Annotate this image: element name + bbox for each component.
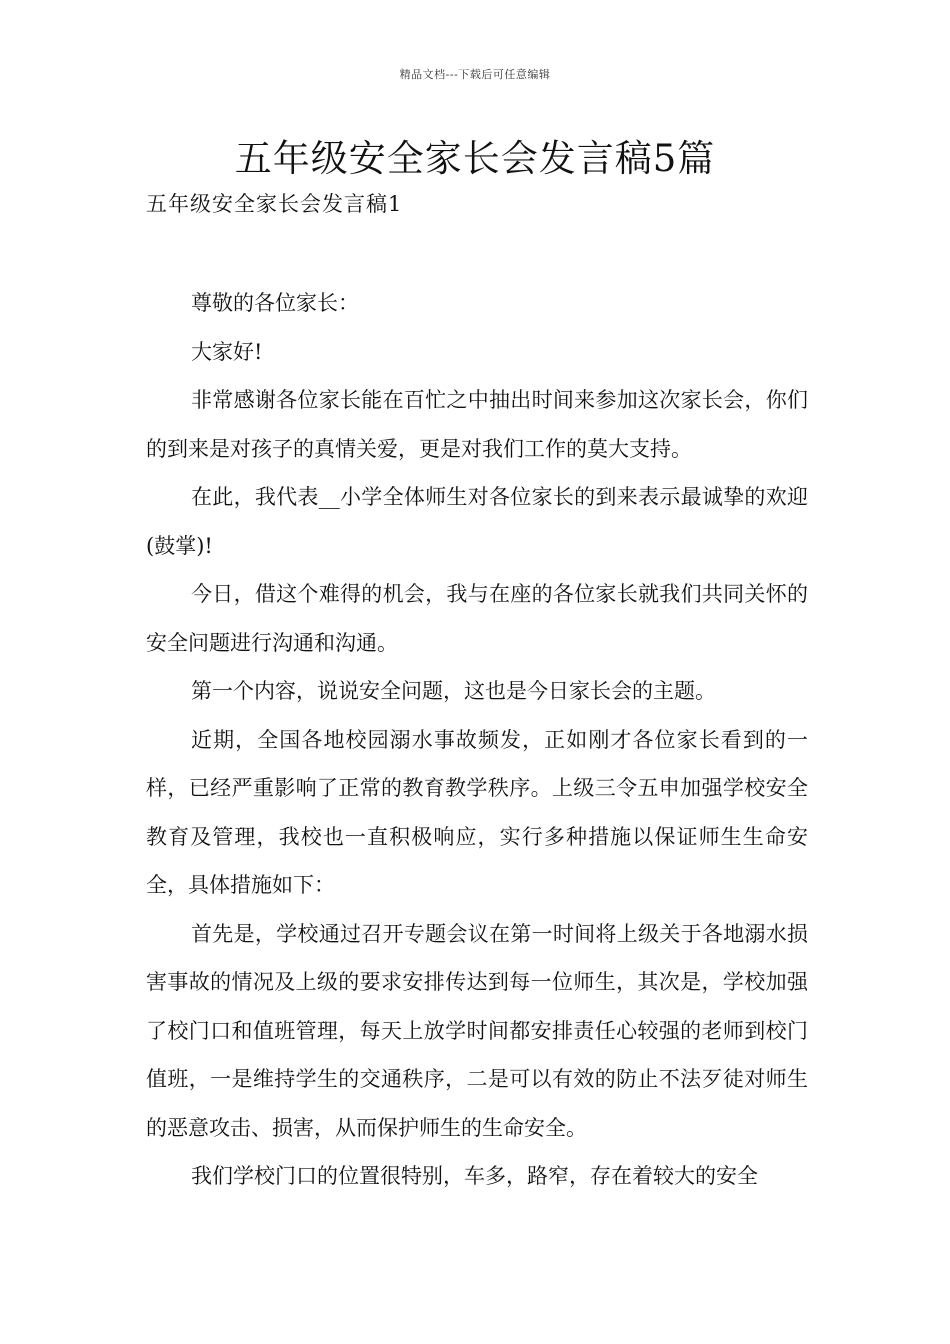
paragraph-salutation: 尊敬的各位家长： [191,291,359,315]
paragraph: 首先是，学校通过召开专题会议在第一时间将上级关于各地溺水损害事故的情况及上级的要求安排传达到每一位师生，其次是，学校加强了校门口和值班管理，每天上放学时间都安排责任心较强的老师到校门值班，一是维持学生的交通秩序，二是可以有效的防止不法歹徒对师生的恶意攻击、损害，从而保护师生的生命安全。 [146,921,808,1140]
paragraph: 在此，我代表__小学全体师生对各位家长的到来表示最诚挚的欢迎(鼓掌)! [146,485,808,558]
document-subtitle: 五年级安全家长会发言稿1 [146,192,403,216]
paragraph: 第一个内容，说说安全问题，这也是今日家长会的主题。 [191,679,716,703]
document-title: 五年级安全家长会发言稿5篇 [234,137,716,180]
paragraph: 非常感谢各位家长能在百忙之中抽出时间来参加这次家长会，你们的到来是对孩子的真情关爱，更是对我们工作的莫大支持。 [146,388,808,461]
document-body [146,279,808,1201]
paragraph: 近期，全国各地校园溺水事故频发，正如刚才各位家长看到的一样，已经严重影响了正常的教育教学秩序。上级三令五申加强学校安全教育及管理，我校也一直积极响应，实行多种措施以保证师生生命安全，具体措施如下： [146,727,808,897]
paragraph-greeting: 大家好! [191,339,263,364]
paragraph: 我们学校门口的位置很特别，车多，路窄，存在着较大的安全 [191,1164,758,1188]
paragraph: 今日，借这个难得的机会，我与在座的各位家长就我们共同关怀的安全问题进行沟通和沟通。 [146,582,808,655]
header-note: 精品文档---下载后可任意编辑 [399,68,551,81]
